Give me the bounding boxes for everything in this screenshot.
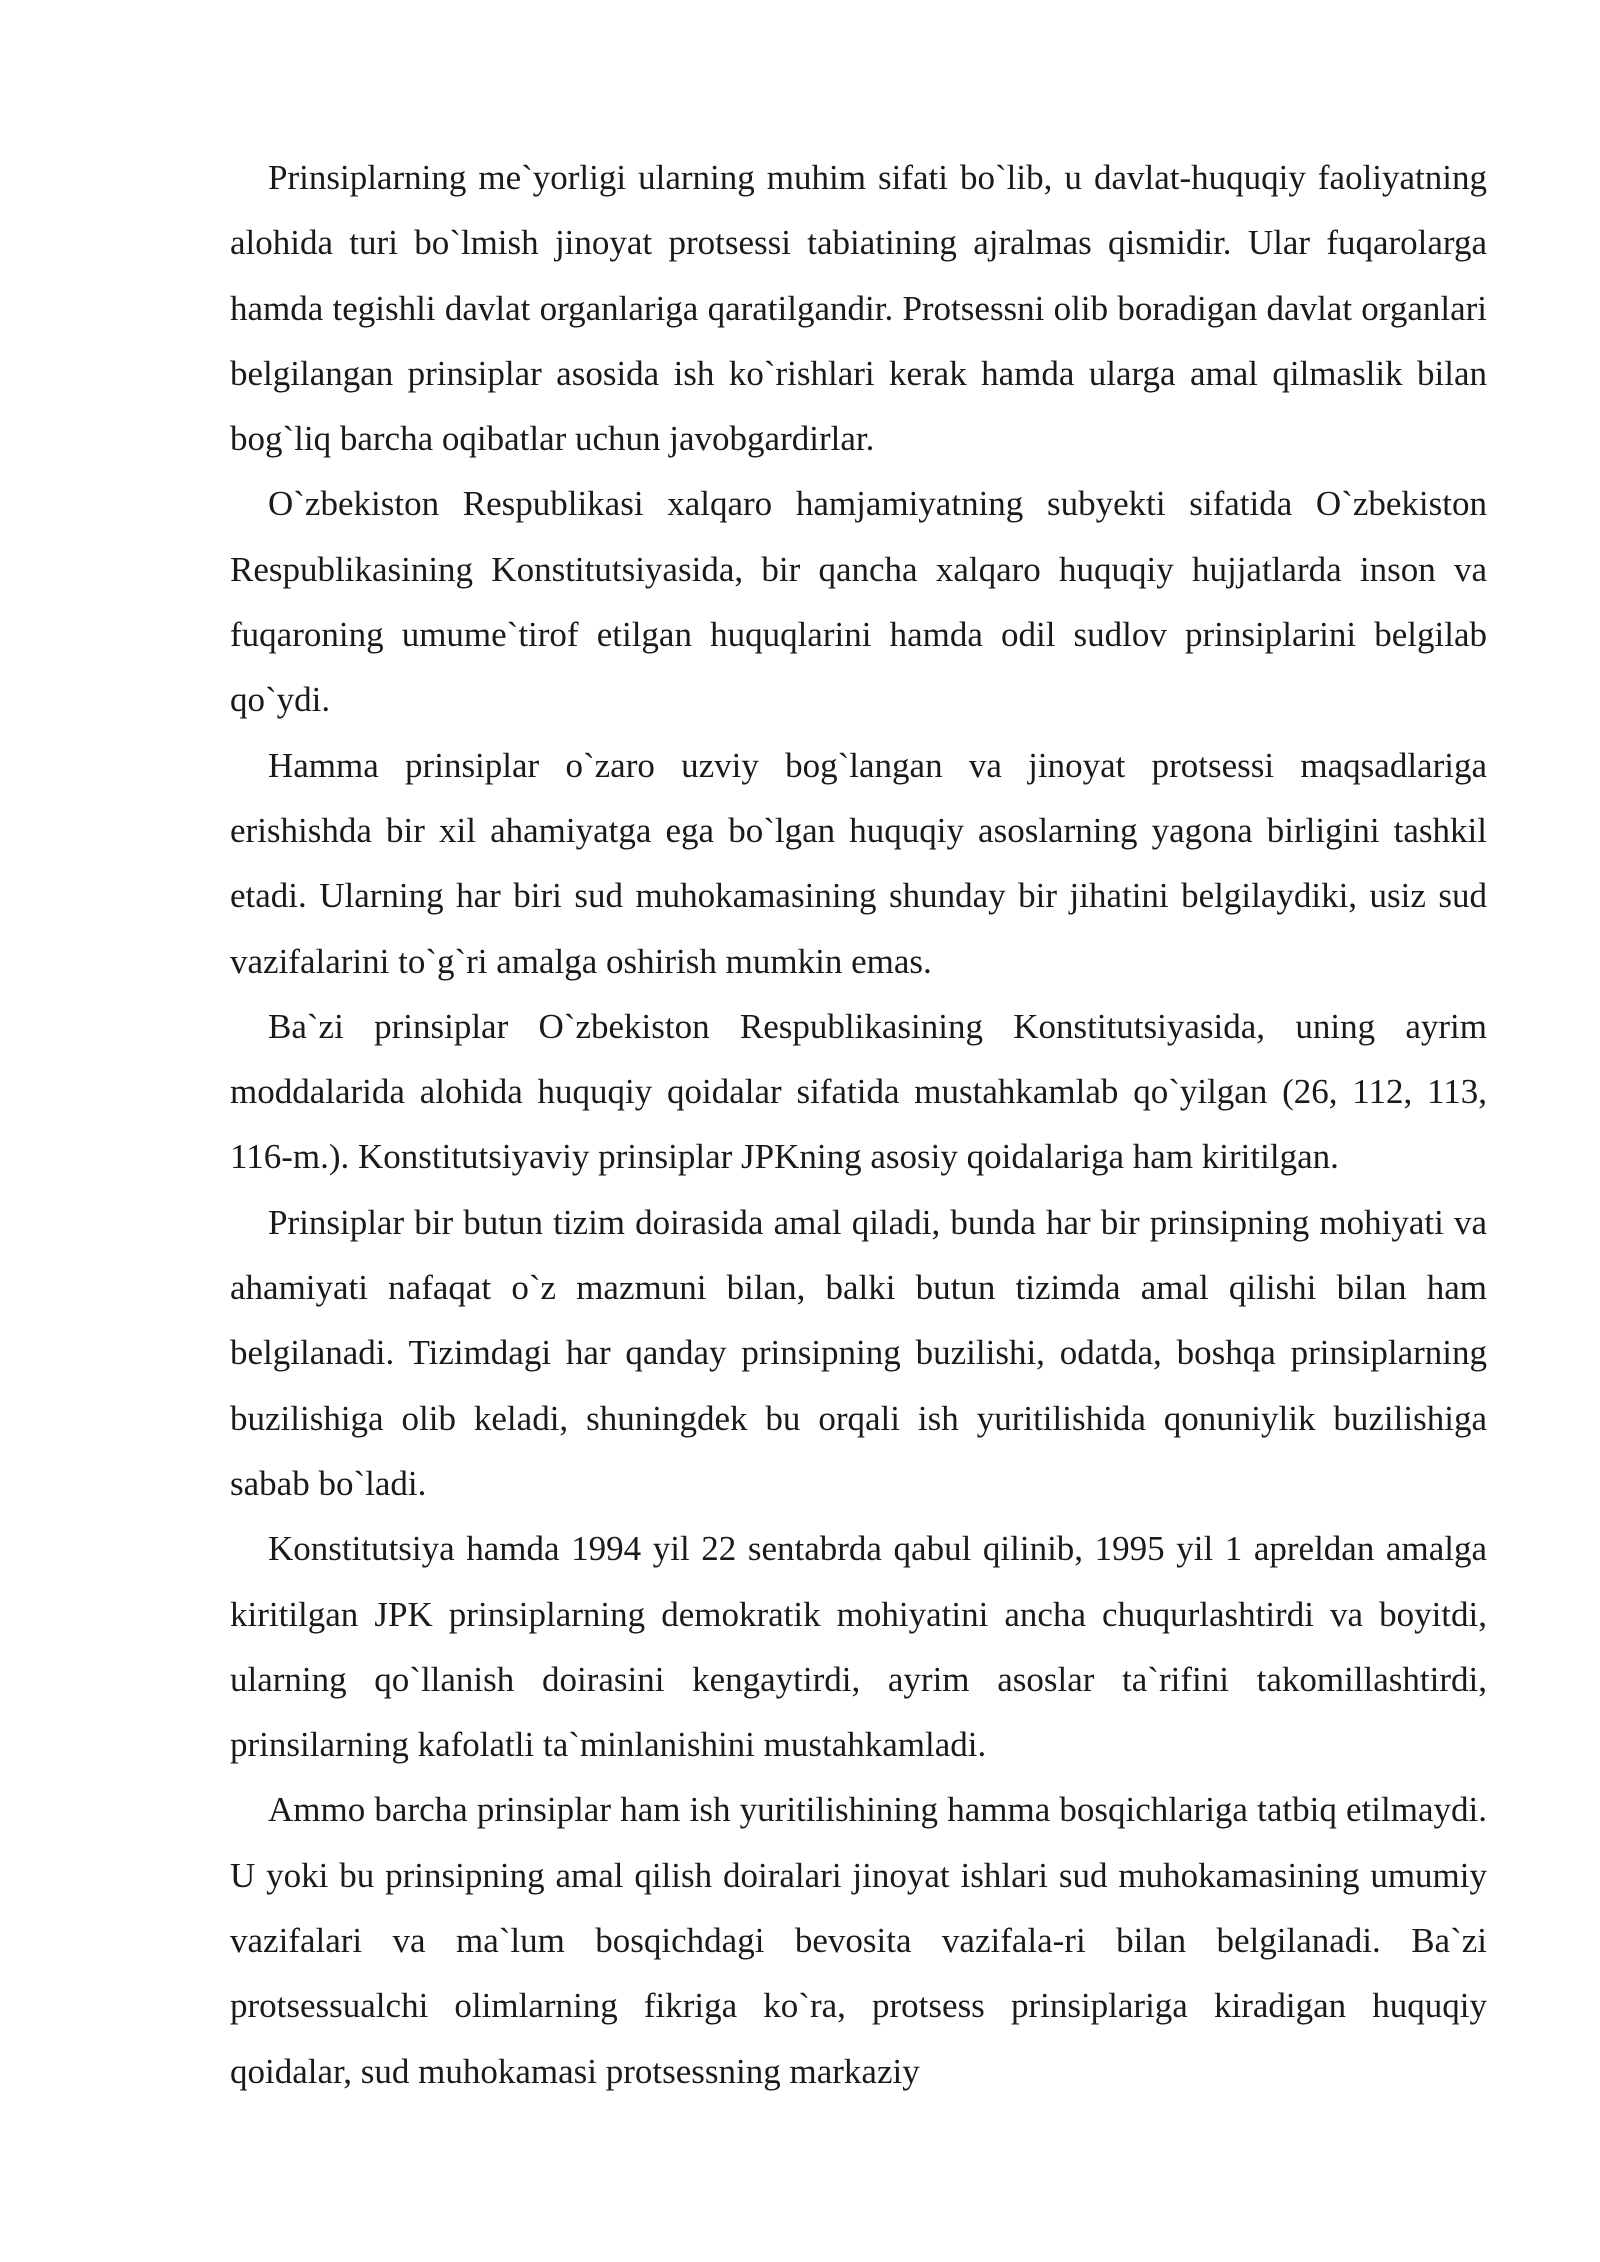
paragraph-5: Prinsiplar bir butun tizim doirasida amal qiladi, bunda har bir prinsipning mohiyati va ahamiyati nafaqat o`z mazmuni bilan, balki butun tizimda amal qilishi bilan ham belgilanadi. Tizimdagi har qanday prinsipning buzilishi, odatda, boshqa prinsiplarning buzilishiga olib keladi, shuningdek bu orqali ish yuritilishida qonuniylik buzilishiga sabab bo`ladi. bbox=[230, 1202, 1487, 1503]
paragraph-1: Prinsiplarning me`yorligi ularning muhim sifati bo`lib, u davlat-huquqiy faoliyatning alohida turi bo`lmish jinoyat protsessi tabiatining ajralmas qismidir. Ular fuqarolarga hamda tegishli davlat organlariga qaratilgandir. Protsessni olib boradigan davlat organlari belgilangan prinsiplar asosida ish ko`rishlari kerak hamda ularga amal qilmaslik bilan bog`liq barcha oqibatlar uchun javobgardirlar. bbox=[230, 158, 1487, 459]
paragraph-6: Konstitutsiya hamda 1994 yil 22 sentabrda qabul qilinib, 1995 yil 1 apreldan amalga kiritilgan JPK prinsiplarning demokratik mohiyatini ancha chuqurlashtirdi va boyitdi, ularning qo`llanish doirasini kengaytirdi, ayrim asoslar ta`rifini takomillashtirdi, prinsilarning kafolatli ta`minlanishini mustahkamladi. bbox=[230, 1529, 1487, 1765]
paragraph-2: O`zbekiston Respublikasi xalqaro hamjamiyatning subyekti sifatida O`zbekiston Respublikasining Konstitutsiyasida, bir qancha xalqaro huquqiy hujjatlarda inson va fuqaroning umume`tirof etilgan huquqlarini hamda odil sudlov prinsiplarini belgilab qo`ydi. bbox=[230, 484, 1487, 720]
paragraph-4: Ba`zi prinsiplar O`zbekiston Respublikasining Konstitutsiyasida, uning ayrim moddalarida alohida huquqiy qoidalar sifatida mustahkamlab qo`yilgan (26, 112, 113, 116-m.). Konstitutsiyaviy prinsiplar JPKning asosiy qoidalariga ham kiritilgan. bbox=[230, 1006, 1487, 1177]
paragraph-7: Ammo barcha prinsiplar ham ish yuritilishining hamma bosqichlariga tatbiq etilmaydi. U yoki bu prinsipning amal qilish doiralari jinoyat ishlari sud muhokamasining umumiy vazifalari va ma`lum bosqichdagi bevosita vazifala-ri bilan belgilanadi. Ba`zi protsessualchi olimlarning fikriga ko`ra, protsess prinsiplariga kiradigan huquqiy qoidalar, sud muhokamasi protsessning markaziy bbox=[230, 1790, 1487, 2091]
document-body bbox=[230, 145, 1487, 2104]
paragraph-3: Hamma prinsiplar o`zaro uzviy bog`langan va jinoyat protsessi maqsadlariga erishishda bir xil ahamiyatga ega bo`lgan huquqiy asoslarning yagona birligini tashkil etadi. Ularning har biri sud muhokamasining shunday bir jihatini belgilaydiki, usiz sud vazifalarini to`g`ri amalga oshirish mumkin emas. bbox=[230, 745, 1487, 981]
